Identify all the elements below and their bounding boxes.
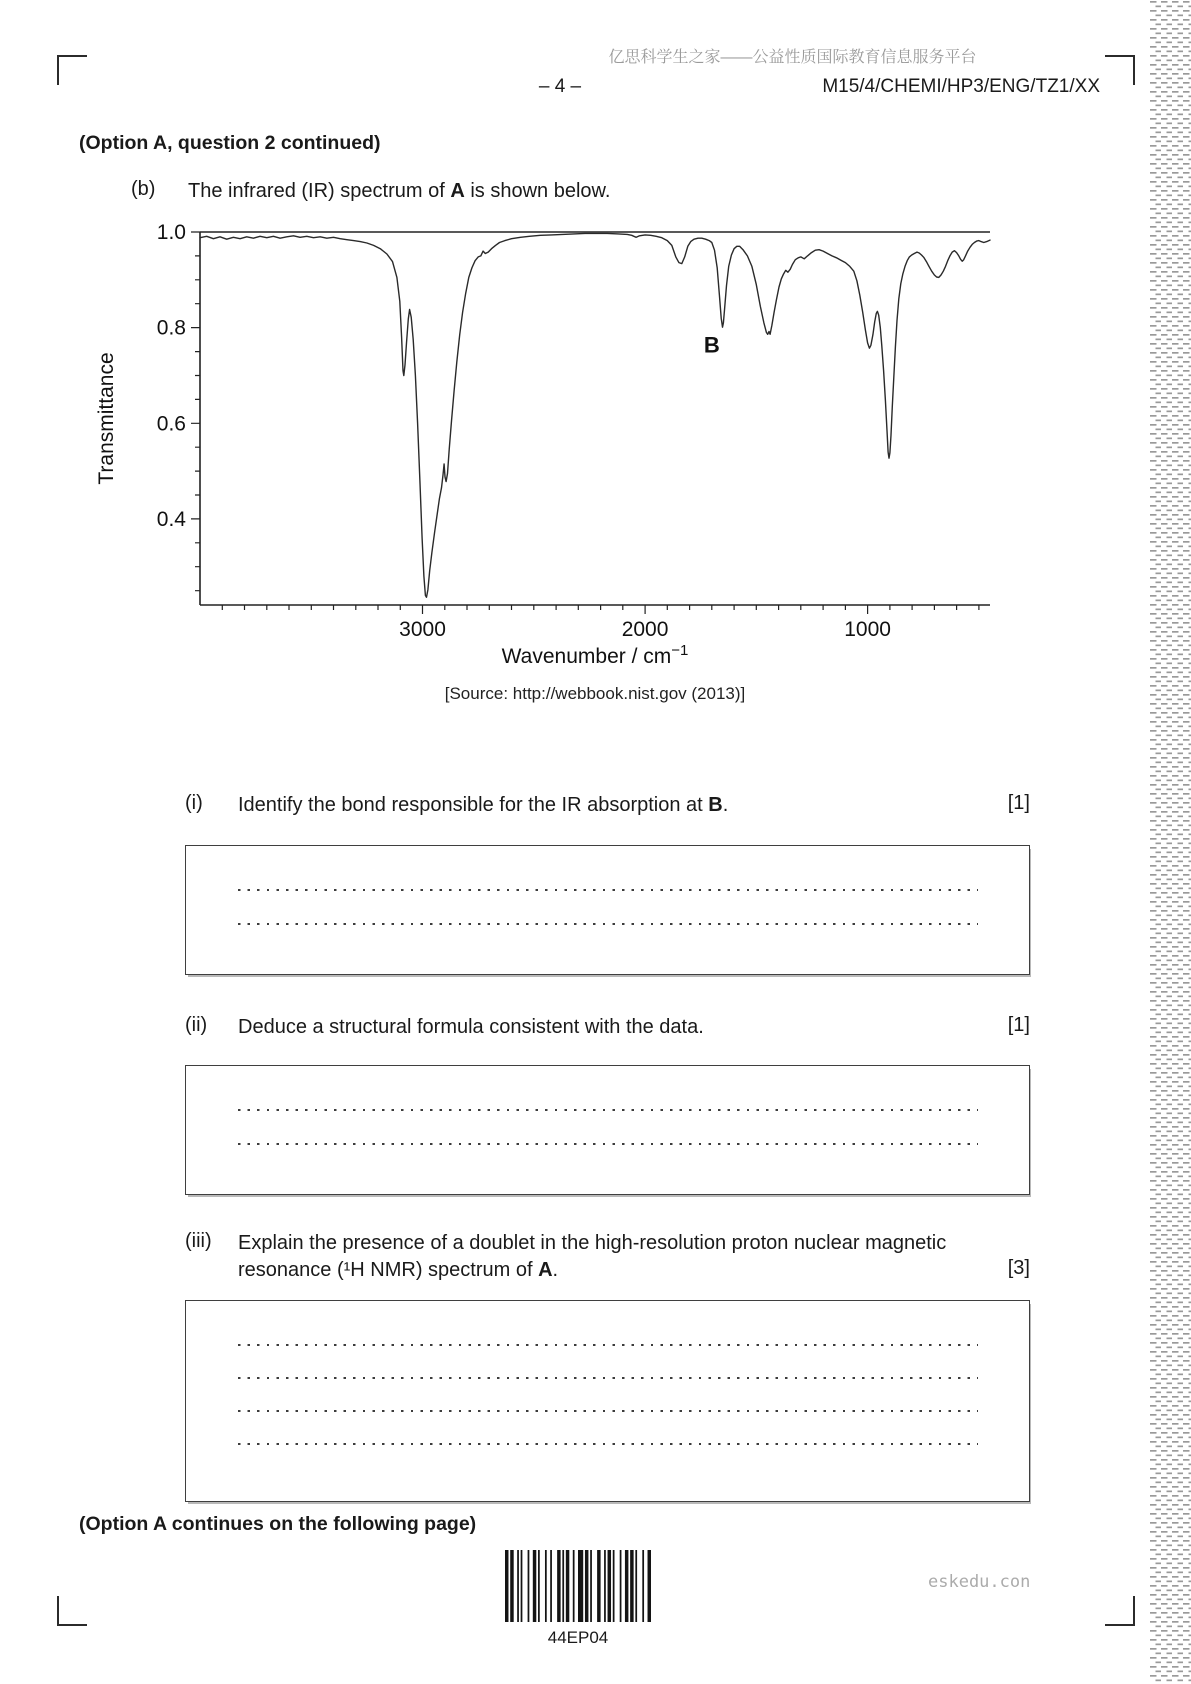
question-b-text-post: is shown below. — [464, 180, 611, 202]
barcode — [505, 1550, 651, 1622]
crop-mark-bottom-right — [1105, 1596, 1135, 1626]
question-i-band-letter: B — [708, 794, 723, 816]
x-tick-label: 1000 — [844, 618, 891, 641]
barcode-label: 44EP04 — [547, 1628, 609, 1647]
crop-mark-bottom-left — [57, 1596, 87, 1626]
question-ii-label: (ii) — [185, 1014, 208, 1036]
question-ii-text-pre: Deduce a structural formula consistent with the data. — [238, 1016, 704, 1038]
question-b-text-pre: The infrared (IR) spectrum of — [188, 180, 451, 202]
answer-dotted-line — [238, 1443, 978, 1446]
question-ii-marks: [1] — [1007, 1014, 1030, 1036]
band-annotation-B: B — [703, 332, 720, 358]
y-tick-label: 0.4 — [156, 507, 186, 531]
answer-dotted-line — [238, 1344, 978, 1347]
question-iii-text-post: . — [552, 1259, 559, 1281]
question-i-label: (i) — [185, 792, 203, 814]
answer-box-iii — [185, 1300, 1030, 1502]
answer-dotted-line — [238, 1109, 978, 1112]
answer-box-ii — [185, 1065, 1030, 1195]
question-i-text-post: . — [722, 794, 729, 816]
crop-mark-top-left — [57, 55, 87, 85]
question-ii-text — [238, 1014, 968, 1041]
page-number: – 4 – — [538, 76, 582, 97]
answer-dotted-line — [238, 923, 978, 926]
eskedu-watermark: eskedu.con — [928, 1572, 1031, 1592]
question-iii-compound-letter: A — [538, 1259, 553, 1281]
question-b-text — [188, 178, 610, 205]
question-i-text-pre: Identify the bond responsible for the IR absorption at — [238, 794, 709, 816]
answer-dotted-line — [238, 889, 978, 892]
source-citation: [Source: http://webbook.nist.gov (2013)] — [444, 684, 746, 703]
chinese-watermark: 亿思科学生之家——公益性质国际教育信息服务平台 — [608, 49, 977, 66]
page-edge-texture-strip — [1150, 0, 1191, 1684]
answer-dotted-line — [238, 1377, 978, 1380]
question-b-compound-letter: A — [450, 180, 465, 202]
exam-code: M15/4/CHEMI/HP3/ENG/TZ1/XX — [822, 76, 1100, 97]
question-iii-marks: [3] — [1007, 1257, 1030, 1279]
ir-spectrum-trace — [200, 233, 990, 597]
answer-dotted-line — [238, 1410, 978, 1413]
question-i-text — [238, 792, 968, 819]
question-b-label: (b) — [131, 178, 156, 200]
y-tick-label: 1.0 — [156, 221, 186, 244]
crop-mark-top-right — [1105, 55, 1135, 85]
option-continued-note: (Option A, question 2 continued) — [79, 132, 381, 154]
answer-box-i — [185, 845, 1030, 975]
y-tick-label: 0.6 — [156, 412, 186, 436]
x-axis-label: Wavenumber / $cm^{-1}$ — [501, 642, 689, 668]
y-tick-label: 0.8 — [156, 316, 186, 340]
question-iii-text — [238, 1230, 970, 1284]
x-tick-label: 3000 — [399, 618, 446, 641]
footer-continues-note: (Option A continues on the following page) — [79, 1513, 477, 1535]
answer-dotted-line — [238, 1143, 978, 1146]
x-tick-label: 2000 — [621, 618, 669, 641]
question-iii-label: (iii) — [185, 1230, 212, 1252]
question-i-marks: [1] — [1007, 792, 1030, 814]
ir-spectrum-chart — [90, 215, 1050, 675]
y-axis-label: Transmittance — [95, 352, 118, 485]
question-iii-text-pre: Explain the presence of a doublet in the high-resolution proton nuclear magnetic resonance (¹H NMR) spectrum of — [238, 1232, 947, 1281]
